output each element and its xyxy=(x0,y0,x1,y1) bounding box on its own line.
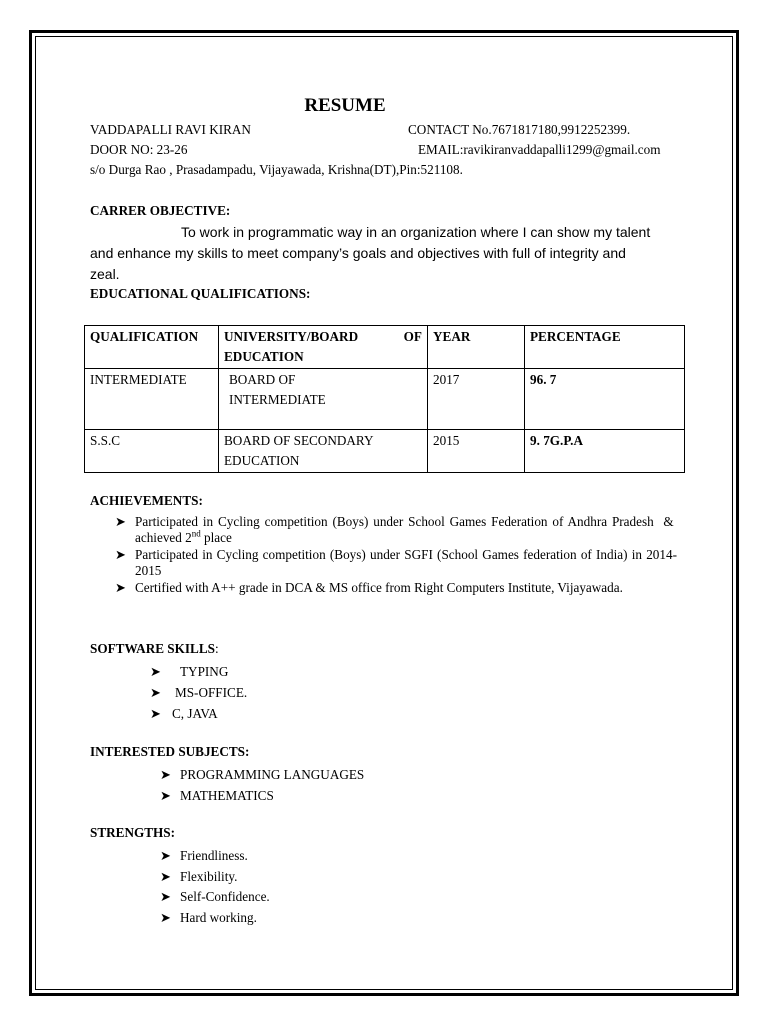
arrow-bullet-icon: ➤ xyxy=(150,664,162,679)
table-header-cell: UNIVERSITY/BOARD OF EDUCATION xyxy=(219,326,428,369)
arrow-bullet-icon: ➤ xyxy=(160,848,172,863)
list-item xyxy=(150,661,247,682)
arrow-bullet-icon: ➤ xyxy=(115,547,127,562)
achievement-text: Participated in Cycling competition (Boys) under SGFI (School Games federation of India) in 2014-2015 xyxy=(135,547,677,578)
achievements-list xyxy=(115,514,677,596)
strengths-heading: STRENGTHS: xyxy=(90,825,176,840)
page-border-inner xyxy=(35,36,733,990)
table-row xyxy=(85,369,685,430)
interests-heading: INTERESTED SUBJECTS: xyxy=(90,744,250,759)
table-cell: 96. 7 xyxy=(525,369,685,430)
arrow-bullet-icon: ➤ xyxy=(160,868,172,884)
table-header-cell: PERCENTAGE xyxy=(525,326,685,369)
email-address: EMAIL:ravikiranvaddapalli1299@gmail.com xyxy=(418,142,661,157)
table-header-cell: QUALIFICATION xyxy=(85,326,219,369)
skill-text: MS-OFFICE. xyxy=(175,685,248,700)
subject-text: MATHEMATICS xyxy=(180,788,274,803)
software-heading xyxy=(90,641,219,657)
candidate-name: VADDAPALLI RAVI KIRAN xyxy=(90,122,251,137)
software-list xyxy=(150,661,247,724)
arrow-bullet-icon: ➤ xyxy=(160,889,172,904)
list-item xyxy=(115,547,677,579)
education-heading: EDUCATIONAL QUALIFICATIONS: xyxy=(90,286,311,301)
table-cell: 2015 xyxy=(428,430,525,473)
arrow-bullet-icon: ➤ xyxy=(150,706,162,721)
table-header-cell: YEAR xyxy=(428,326,525,369)
list-item xyxy=(160,785,364,806)
achievement-text: Certified with A++ grade in DCA & MS office from Right Computers Institute, Vijayawada. xyxy=(135,580,623,595)
table-cell: 9. 7G.P.A xyxy=(525,430,685,473)
subject-text: PROGRAMMING LANGUAGES xyxy=(180,767,365,782)
door-number: DOOR NO: 23-26 xyxy=(90,142,188,157)
table-header-row xyxy=(85,326,685,369)
arrow-bullet-icon: ➤ xyxy=(115,514,127,529)
table-cell: BOARD OF SECONDARY EDUCATION xyxy=(219,430,428,473)
achievements-heading: ACHIEVEMENTS: xyxy=(90,493,203,508)
list-item xyxy=(115,580,677,596)
objective-line-3: zeal. xyxy=(90,266,120,282)
objective-line-1: To work in programmatic way in an organization where I can show my talent xyxy=(181,224,651,240)
postal-address: s/o Durga Rao , Prasadampadu, Vijayawada, Krishna(DT),Pin:521108. xyxy=(90,162,463,177)
list-item xyxy=(150,682,247,703)
resume-title: RESUME xyxy=(304,95,386,116)
interests-list xyxy=(160,764,364,806)
table-cell: 2017 xyxy=(428,369,525,430)
list-item xyxy=(160,887,270,908)
arrow-bullet-icon: ➤ xyxy=(160,909,172,925)
contact-number: CONTACT No.7671817180,9912252399. xyxy=(408,122,631,137)
list-item xyxy=(160,764,364,785)
arrow-bullet-icon: ➤ xyxy=(150,685,162,700)
skill-text: TYPING xyxy=(180,664,229,679)
list-item xyxy=(160,846,270,867)
arrow-bullet-icon: ➤ xyxy=(115,580,127,595)
skill-text: C, JAVA xyxy=(172,706,218,721)
software-heading-colon: : xyxy=(214,641,219,656)
table-cell: S.S.C xyxy=(85,430,219,473)
objective-line-2: and enhance my skills to meet company’s goals and objectives with full of integrity and xyxy=(90,245,626,261)
list-item xyxy=(160,908,270,929)
software-heading-text: SOFTWARE SKILLS xyxy=(90,641,215,656)
arrow-bullet-icon: ➤ xyxy=(160,767,172,782)
strengths-list xyxy=(160,846,270,928)
strength-text: Hard working. xyxy=(180,909,257,925)
list-item xyxy=(160,867,270,888)
list-item xyxy=(150,703,247,724)
strength-text: Friendliness. xyxy=(180,848,248,863)
list-item: ➤ Participated in Cycling competition (Boys) under School Games Federation of Andhra Pradesh & achieved 2nd place xyxy=(115,514,677,545)
table-row xyxy=(85,430,685,473)
strength-text: Self-Confidence. xyxy=(180,889,270,904)
arrow-bullet-icon: ➤ xyxy=(160,788,172,803)
objective-heading: CARRER OBJECTIVE: xyxy=(90,203,231,218)
strength-text: Flexibility. xyxy=(180,868,238,884)
education-table xyxy=(84,325,685,473)
table-cell: BOARD OF INTERMEDIATE xyxy=(219,369,428,430)
table-cell: INTERMEDIATE xyxy=(85,369,219,430)
